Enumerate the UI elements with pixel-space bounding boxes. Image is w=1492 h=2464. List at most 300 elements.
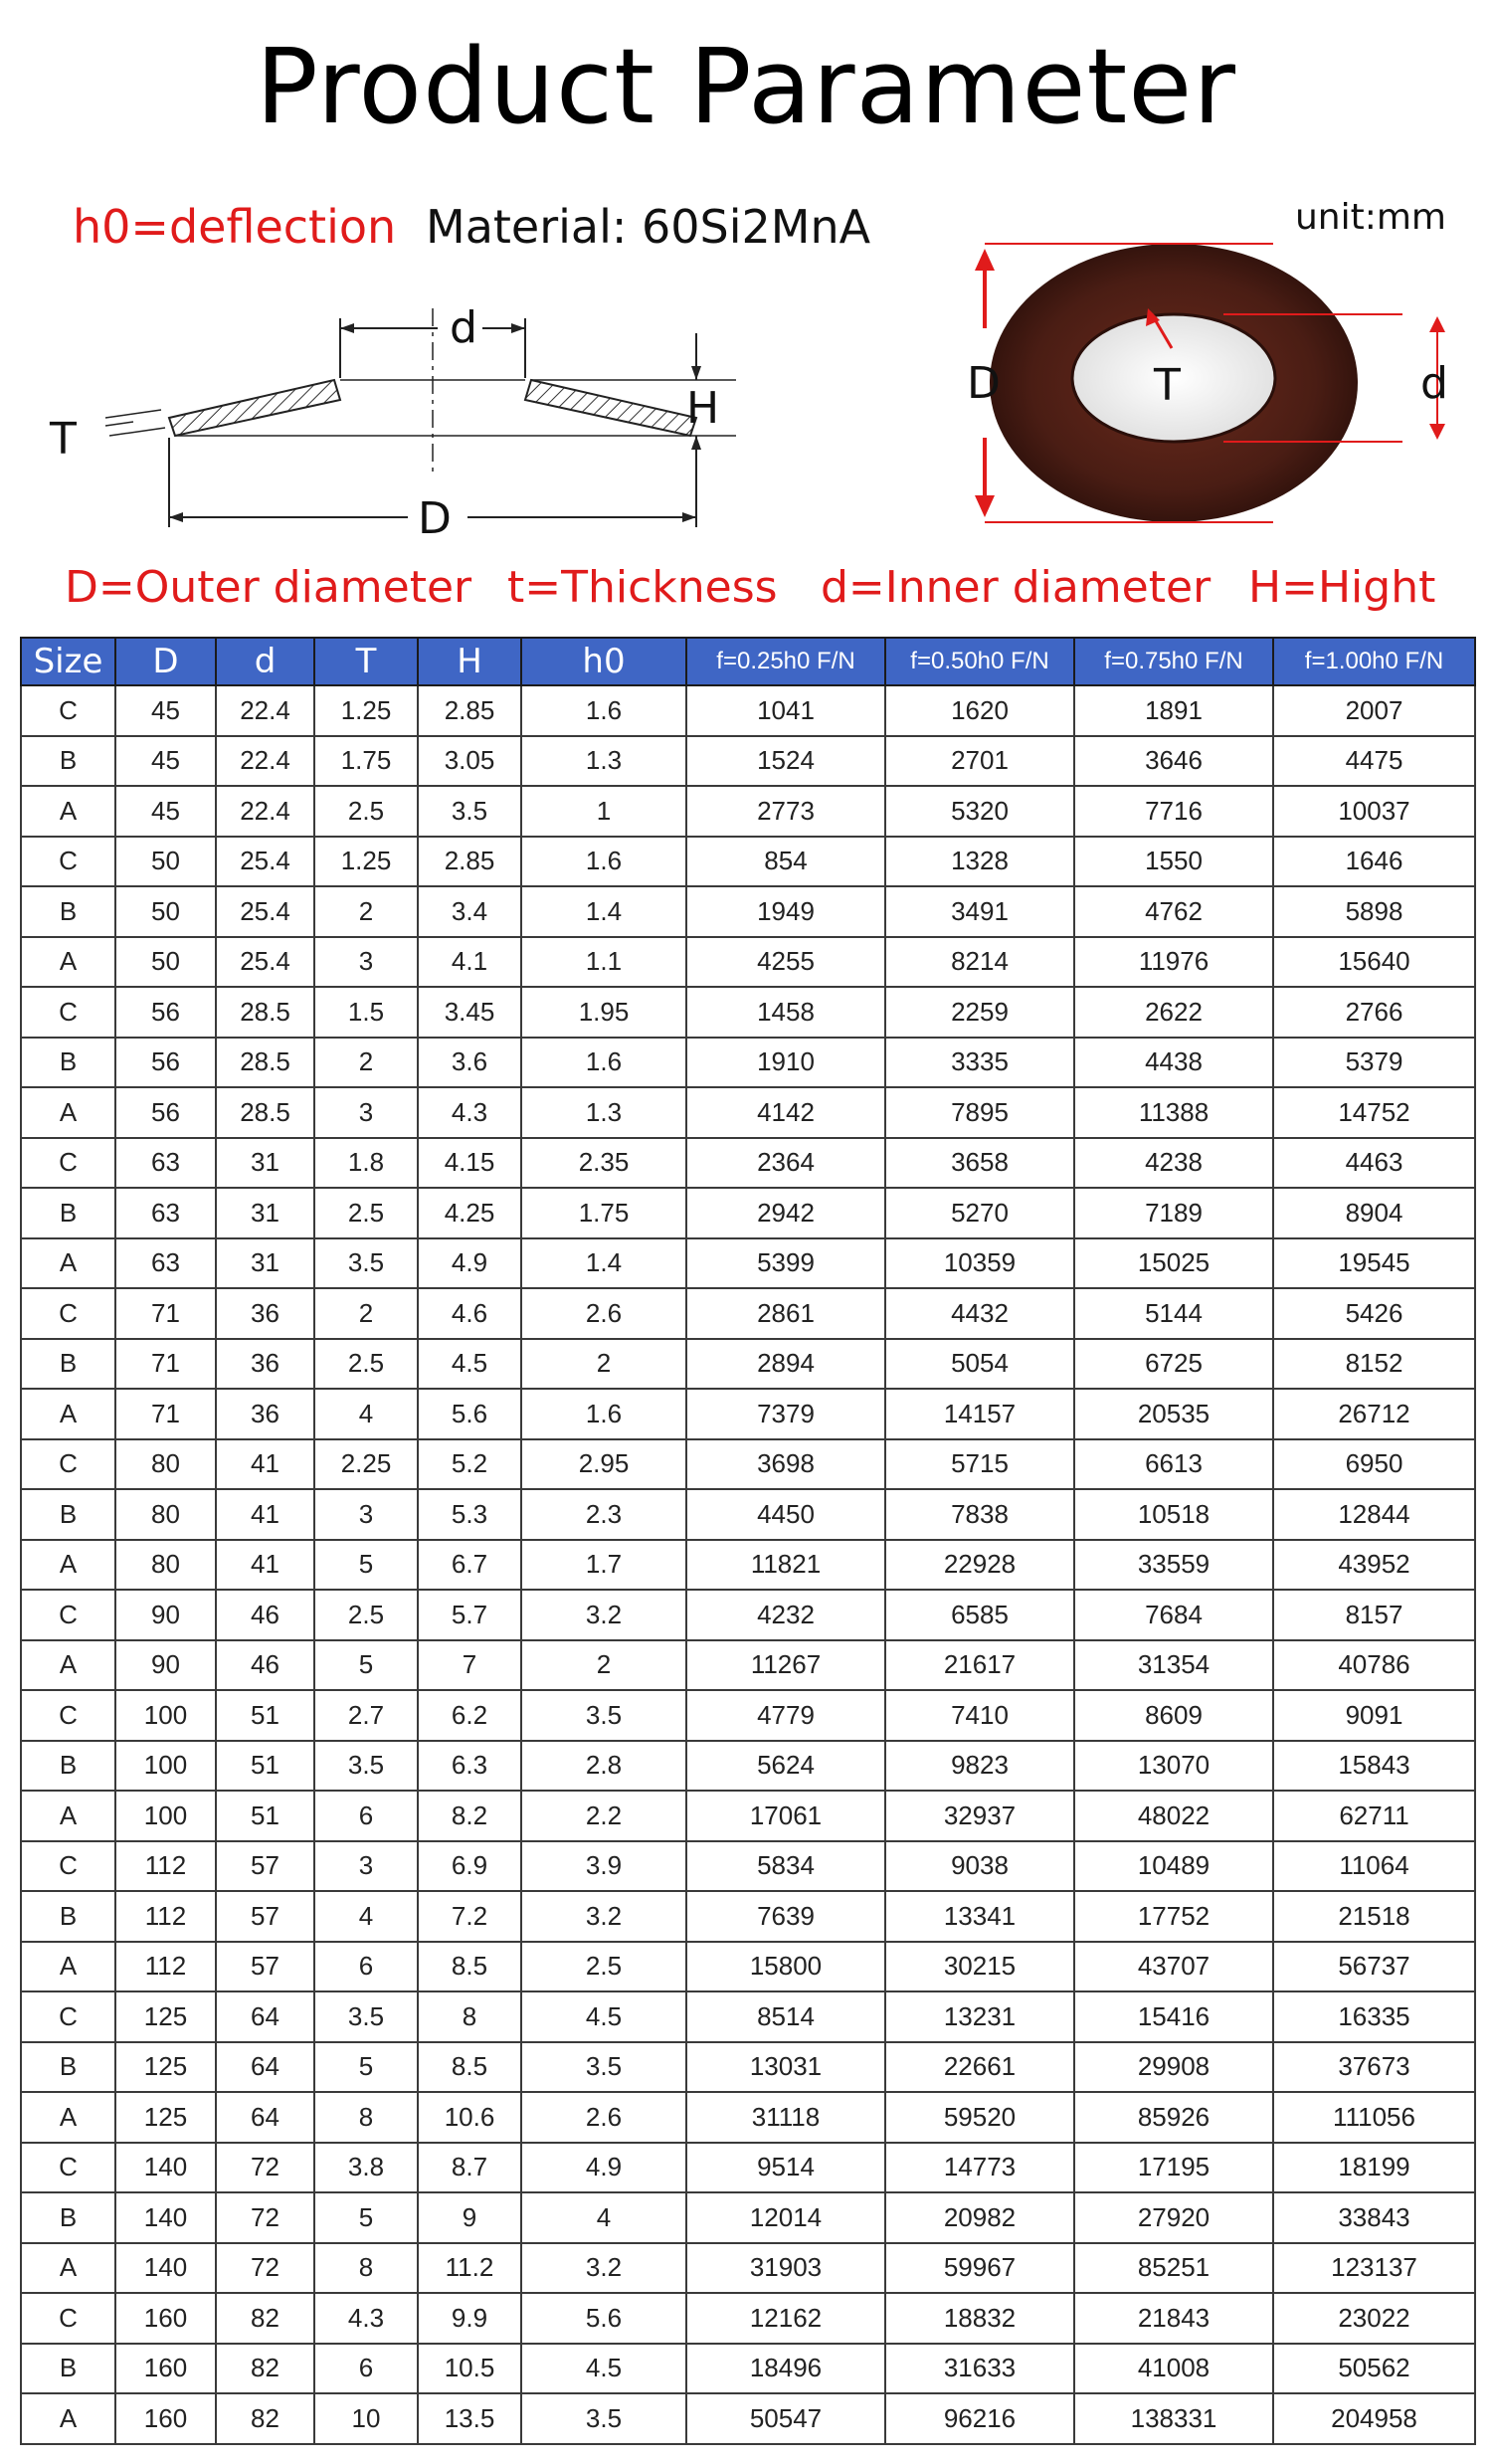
table-cell: A: [21, 1791, 115, 1841]
table-cell: 22928: [885, 1540, 1074, 1591]
table-cell: 90: [115, 1640, 216, 1691]
table-cell: 51: [216, 1690, 314, 1741]
table-cell: C: [21, 1841, 115, 1892]
table-row: [21, 1791, 1475, 1841]
table-row: [21, 1891, 1475, 1942]
table-cell: 140: [115, 2192, 216, 2243]
table-cell: 33559: [1074, 1540, 1273, 1591]
table-cell: 112: [115, 1841, 216, 1892]
table-cell: 5715: [885, 1439, 1074, 1490]
table-cell: 1.6: [521, 837, 686, 887]
table-row: [21, 2143, 1475, 2193]
table-cell: 15640: [1273, 937, 1475, 988]
table-row: [21, 2243, 1475, 2294]
table-cell: 3: [314, 1489, 418, 1540]
diagram-D-label: D: [418, 493, 452, 544]
table-row: [21, 2042, 1475, 2093]
table-cell: 1.6: [521, 1389, 686, 1439]
col-header-size: Size: [21, 638, 115, 685]
table-cell: 3.5: [521, 1690, 686, 1741]
table-cell: 1.75: [314, 736, 418, 787]
table-cell: 17061: [686, 1791, 885, 1841]
table-cell: 4142: [686, 1087, 885, 1138]
table-row: [21, 736, 1475, 787]
table-cell: 4: [314, 1891, 418, 1942]
table-cell: 1.3: [521, 1087, 686, 1138]
table-cell: 10359: [885, 1238, 1074, 1289]
table-cell: 160: [115, 2293, 216, 2344]
table-cell: 22.4: [216, 786, 314, 837]
table-cell: 4438: [1074, 1038, 1273, 1088]
table-cell: 45: [115, 685, 216, 736]
table-cell: 100: [115, 1791, 216, 1841]
table-cell: 2: [314, 1038, 418, 1088]
table-cell: 4238: [1074, 1138, 1273, 1189]
table-cell: 31118: [686, 2092, 885, 2143]
table-cell: B: [21, 886, 115, 937]
table-cell: 63: [115, 1238, 216, 1289]
table-row: [21, 1339, 1475, 1390]
table-cell: 5: [314, 2042, 418, 2093]
table-cell: 1.7: [521, 1540, 686, 1591]
table-cell: 5.3: [418, 1489, 521, 1540]
table-cell: 85251: [1074, 2243, 1273, 2294]
table-cell: 1.4: [521, 886, 686, 937]
table-cell: 50562: [1273, 2344, 1475, 2394]
table-cell: 2.5: [314, 1590, 418, 1640]
table-cell: 3: [314, 1841, 418, 1892]
table-cell: 1041: [686, 685, 885, 736]
table-cell: 18199: [1273, 2143, 1475, 2193]
legend-hight: H=Hight: [1248, 562, 1436, 613]
table-cell: 27920: [1074, 2192, 1273, 2243]
table-cell: 1949: [686, 886, 885, 937]
table-cell: A: [21, 1087, 115, 1138]
table-cell: 59520: [885, 2092, 1074, 2143]
table-cell: 1550: [1074, 837, 1273, 887]
table-cell: 854: [686, 837, 885, 887]
table-cell: 2: [314, 1288, 418, 1339]
table-cell: 3335: [885, 1038, 1074, 1088]
table-cell: 36: [216, 1389, 314, 1439]
legend-inner-diameter: d=Inner diameter: [821, 562, 1212, 613]
table-row: [21, 1942, 1475, 1992]
table-cell: 80: [115, 1540, 216, 1591]
table-cell: 5898: [1273, 886, 1475, 937]
table-cell: A: [21, 1540, 115, 1591]
table-cell: 125: [115, 2092, 216, 2143]
table-cell: 57: [216, 1891, 314, 1942]
table-cell: 14157: [885, 1389, 1074, 1439]
table-cell: 4.5: [418, 1339, 521, 1390]
table-cell: 4.5: [521, 1991, 686, 2042]
table-cell: 125: [115, 1991, 216, 2042]
table-row: [21, 1540, 1475, 1591]
table-cell: 40786: [1273, 1640, 1475, 1691]
table-cell: 6.2: [418, 1690, 521, 1741]
table-cell: 4432: [885, 1288, 1074, 1339]
table-cell: 20982: [885, 2192, 1074, 2243]
table-cell: 56: [115, 1038, 216, 1088]
table-cell: 4475: [1273, 736, 1475, 787]
table-cell: 56: [115, 987, 216, 1038]
table-cell: 4: [314, 1389, 418, 1439]
table-cell: 2.6: [521, 2092, 686, 2143]
table-cell: 5054: [885, 1339, 1074, 1390]
table-cell: 8152: [1273, 1339, 1475, 1390]
table-cell: 50547: [686, 2393, 885, 2444]
table-cell: 18496: [686, 2344, 885, 2394]
table-row: [21, 685, 1475, 736]
table-cell: B: [21, 1339, 115, 1390]
table-cell: 10: [314, 2393, 418, 2444]
table-cell: 4232: [686, 1590, 885, 1640]
table-cell: 1: [521, 786, 686, 837]
table-cell: 48022: [1074, 1791, 1273, 1841]
table-cell: 31633: [885, 2344, 1074, 2394]
table-cell: 9823: [885, 1741, 1074, 1792]
page-title: Product Parameter: [255, 26, 1236, 147]
table-cell: 5399: [686, 1238, 885, 1289]
table-cell: C: [21, 987, 115, 1038]
table-cell: C: [21, 837, 115, 887]
table-cell: 138331: [1074, 2393, 1273, 2444]
table-cell: 2.5: [521, 1942, 686, 1992]
table-cell: 6: [314, 2344, 418, 2394]
table-cell: 11821: [686, 1540, 885, 1591]
table-cell: 7639: [686, 1891, 885, 1942]
table-cell: 82: [216, 2293, 314, 2344]
table-cell: 5320: [885, 786, 1074, 837]
table-cell: 4.5: [521, 2344, 686, 2394]
table-cell: 41: [216, 1540, 314, 1591]
table-cell: 22661: [885, 2042, 1074, 2093]
table-cell: 2: [521, 1640, 686, 1691]
table-cell: 5270: [885, 1188, 1074, 1238]
table-cell: 4.3: [418, 1087, 521, 1138]
table-cell: 1891: [1074, 685, 1273, 736]
table-cell: 7684: [1074, 1590, 1273, 1640]
table-cell: 80: [115, 1489, 216, 1540]
table-cell: 4.1: [418, 937, 521, 988]
table-cell: 10.6: [418, 2092, 521, 2143]
table-cell: 2.3: [521, 1489, 686, 1540]
table-cell: 6585: [885, 1590, 1074, 1640]
table-cell: 1.8: [314, 1138, 418, 1189]
table-cell: A: [21, 786, 115, 837]
table-cell: 43707: [1074, 1942, 1273, 1992]
table-cell: B: [21, 1188, 115, 1238]
table-cell: 8157: [1273, 1590, 1475, 1640]
washer-photo-diagram: [925, 229, 1462, 547]
table-cell: C: [21, 685, 115, 736]
table-cell: 5144: [1074, 1288, 1273, 1339]
table-cell: 17195: [1074, 2143, 1273, 2193]
col-header-f075: f=0.75h0 F/N: [1074, 638, 1273, 685]
table-cell: 4.15: [418, 1138, 521, 1189]
table-cell: 2007: [1273, 685, 1475, 736]
unit-label: unit:mm: [1294, 197, 1446, 238]
table-cell: 7: [418, 1640, 521, 1691]
table-cell: 1910: [686, 1038, 885, 1088]
col-header-f025: f=0.25h0 F/N: [686, 638, 885, 685]
table-cell: 71: [115, 1339, 216, 1390]
table-cell: A: [21, 2243, 115, 2294]
table-cell: A: [21, 1238, 115, 1289]
material-label: Material: 60Si2MnA: [426, 200, 871, 254]
table-cell: 7838: [885, 1489, 1074, 1540]
table-cell: 2.85: [418, 685, 521, 736]
table-cell: 3.2: [521, 1891, 686, 1942]
table-cell: 2622: [1074, 987, 1273, 1038]
table-row: [21, 1138, 1475, 1189]
table-cell: 5.2: [418, 1439, 521, 1490]
table-cell: 36: [216, 1339, 314, 1390]
table-cell: 80: [115, 1439, 216, 1490]
table-cell: 15843: [1273, 1741, 1475, 1792]
table-cell: 12014: [686, 2192, 885, 2243]
table-row: [21, 837, 1475, 887]
table-cell: 14752: [1273, 1087, 1475, 1138]
table-cell: 3: [314, 937, 418, 988]
photo-d-label: d: [1420, 358, 1448, 409]
table-cell: 1620: [885, 685, 1074, 736]
table-header-row: [21, 638, 1475, 685]
table-cell: 4255: [686, 937, 885, 988]
table-cell: 4762: [1074, 886, 1273, 937]
spec-table: [20, 637, 1476, 2445]
table-cell: 123137: [1273, 2243, 1475, 2294]
table-cell: 13031: [686, 2042, 885, 2093]
table-cell: 26712: [1273, 1389, 1475, 1439]
col-header-d: d: [216, 638, 314, 685]
table-cell: 6: [314, 1942, 418, 1992]
table-cell: 32937: [885, 1791, 1074, 1841]
table-cell: 3.5: [418, 786, 521, 837]
table-cell: 51: [216, 1791, 314, 1841]
table-cell: 7189: [1074, 1188, 1273, 1238]
table-cell: 21518: [1273, 1891, 1475, 1942]
deflection-label: h0=deflection: [73, 200, 397, 254]
table-cell: 8904: [1273, 1188, 1475, 1238]
table-row: [21, 1038, 1475, 1088]
table-cell: 6: [314, 1791, 418, 1841]
table-cell: C: [21, 2293, 115, 2344]
table-cell: 1.25: [314, 837, 418, 887]
table-cell: 63: [115, 1188, 216, 1238]
table-cell: 28.5: [216, 987, 314, 1038]
table-cell: 29908: [1074, 2042, 1273, 2093]
table-cell: 2.85: [418, 837, 521, 887]
table-cell: B: [21, 2042, 115, 2093]
table-cell: 3.5: [521, 2393, 686, 2444]
legend-row: [0, 562, 1492, 622]
photo-T-label: T: [1154, 360, 1181, 411]
table-cell: C: [21, 1288, 115, 1339]
table-cell: 6613: [1074, 1439, 1273, 1490]
table-cell: 72: [216, 2243, 314, 2294]
table-cell: 5.7: [418, 1590, 521, 1640]
table-cell: 4450: [686, 1489, 885, 1540]
table-cell: 56737: [1273, 1942, 1475, 1992]
table-row: [21, 2293, 1475, 2344]
table-cell: B: [21, 1891, 115, 1942]
table-cell: 57: [216, 1942, 314, 1992]
table-cell: 4463: [1273, 1138, 1475, 1189]
legend-outer-diameter: D=Outer diameter: [65, 562, 472, 613]
table-cell: 13070: [1074, 1741, 1273, 1792]
table-cell: 1.6: [521, 1038, 686, 1088]
table-cell: 140: [115, 2143, 216, 2193]
table-cell: 3.2: [521, 1590, 686, 1640]
table-cell: 22.4: [216, 685, 314, 736]
table-cell: 160: [115, 2393, 216, 2444]
table-cell: A: [21, 1942, 115, 1992]
table-cell: 140: [115, 2243, 216, 2294]
table-cell: 1458: [686, 987, 885, 1038]
table-cell: 72: [216, 2143, 314, 2193]
table-cell: 50: [115, 886, 216, 937]
table-cell: B: [21, 1038, 115, 1088]
table-cell: 112: [115, 1942, 216, 1992]
table-cell: 8514: [686, 1991, 885, 2042]
table-cell: 1.75: [521, 1188, 686, 1238]
table-cell: 1.4: [521, 1238, 686, 1289]
table-cell: 62711: [1273, 1791, 1475, 1841]
table-cell: 125: [115, 2042, 216, 2093]
table-cell: 7.2: [418, 1891, 521, 1942]
table-cell: 1646: [1273, 837, 1475, 887]
table-cell: 2773: [686, 786, 885, 837]
table-row: [21, 2092, 1475, 2143]
table-row: [21, 1188, 1475, 1238]
table-cell: 9514: [686, 2143, 885, 2193]
table-cell: 31: [216, 1188, 314, 1238]
table-cell: C: [21, 1439, 115, 1490]
table-cell: B: [21, 2344, 115, 2394]
table-cell: A: [21, 1640, 115, 1691]
table-cell: 2701: [885, 736, 1074, 787]
table-cell: 5: [314, 2192, 418, 2243]
table-cell: 64: [216, 2042, 314, 2093]
table-row: [21, 1288, 1475, 1339]
table-cell: 17752: [1074, 1891, 1273, 1942]
table-cell: C: [21, 1690, 115, 1741]
table-cell: 3658: [885, 1138, 1074, 1189]
table-cell: 23022: [1273, 2293, 1475, 2344]
table-cell: A: [21, 2393, 115, 2444]
table-row: [21, 987, 1475, 1038]
table-cell: 6950: [1273, 1439, 1475, 1490]
table-cell: B: [21, 736, 115, 787]
table-cell: 5379: [1273, 1038, 1475, 1088]
table-cell: 57: [216, 1841, 314, 1892]
table-cell: 50: [115, 837, 216, 887]
table-cell: 14773: [885, 2143, 1074, 2193]
table-cell: 4.9: [418, 1238, 521, 1289]
table-cell: 2766: [1273, 987, 1475, 1038]
table-cell: 3491: [885, 886, 1074, 937]
table-cell: 22.4: [216, 736, 314, 787]
table-cell: 8: [314, 2243, 418, 2294]
table-row: [21, 2344, 1475, 2394]
table-cell: 3.05: [418, 736, 521, 787]
table-cell: 96216: [885, 2393, 1074, 2444]
table-cell: 30215: [885, 1942, 1074, 1992]
table-cell: A: [21, 937, 115, 988]
table-cell: 1.3: [521, 736, 686, 787]
table-cell: 3.9: [521, 1841, 686, 1892]
table-cell: 71: [115, 1288, 216, 1339]
table-cell: 3.5: [521, 2042, 686, 2093]
table-cell: 2364: [686, 1138, 885, 1189]
table-cell: 2259: [885, 987, 1074, 1038]
table-cell: 2.5: [314, 786, 418, 837]
table-row: [21, 1841, 1475, 1892]
table-cell: 3.45: [418, 987, 521, 1038]
table-cell: B: [21, 1489, 115, 1540]
col-header-f050: f=0.50h0 F/N: [885, 638, 1074, 685]
table-cell: 8.5: [418, 2042, 521, 2093]
table-cell: 59967: [885, 2243, 1074, 2294]
table-cell: 82: [216, 2344, 314, 2394]
table-cell: 6.3: [418, 1741, 521, 1792]
table-cell: 7379: [686, 1389, 885, 1439]
table-row: [21, 1640, 1475, 1691]
table-cell: 3: [314, 1087, 418, 1138]
table-cell: 2894: [686, 1339, 885, 1390]
table-cell: 64: [216, 1991, 314, 2042]
table-cell: C: [21, 2143, 115, 2193]
table-cell: 41008: [1074, 2344, 1273, 2394]
table-cell: 2.2: [521, 1791, 686, 1841]
table-cell: 2.6: [521, 1288, 686, 1339]
table-cell: 5.6: [521, 2293, 686, 2344]
table-cell: 8: [418, 1991, 521, 2042]
table-cell: 10518: [1074, 1489, 1273, 1540]
table-cell: 4.3: [314, 2293, 418, 2344]
table-row: [21, 1238, 1475, 1289]
table-row: [21, 1439, 1475, 1490]
table-row: [21, 1489, 1475, 1540]
table-cell: 10037: [1273, 786, 1475, 837]
table-cell: 21617: [885, 1640, 1074, 1691]
table-cell: 8609: [1074, 1690, 1273, 1741]
col-header-f100: f=1.00h0 F/N: [1273, 638, 1475, 685]
table-cell: 37673: [1273, 2042, 1475, 2093]
table-cell: 63: [115, 1138, 216, 1189]
table-cell: 28.5: [216, 1038, 314, 1088]
table-cell: 11976: [1074, 937, 1273, 988]
table-cell: 56: [115, 1087, 216, 1138]
table-cell: 5: [314, 1540, 418, 1591]
table-cell: 18832: [885, 2293, 1074, 2344]
table-cell: 28.5: [216, 1087, 314, 1138]
table-cell: 33843: [1273, 2192, 1475, 2243]
cross-section-diagram: [40, 279, 756, 547]
table-cell: 12162: [686, 2293, 885, 2344]
table-cell: C: [21, 1138, 115, 1189]
table-cell: 20535: [1074, 1389, 1273, 1439]
table-cell: 2.95: [521, 1439, 686, 1490]
table-cell: 3.4: [418, 886, 521, 937]
table-row: [21, 1087, 1475, 1138]
table-cell: 8214: [885, 937, 1074, 988]
table-cell: 5: [314, 1640, 418, 1691]
table-cell: 2.25: [314, 1439, 418, 1490]
table-cell: 11064: [1273, 1841, 1475, 1892]
table-cell: 31: [216, 1138, 314, 1189]
